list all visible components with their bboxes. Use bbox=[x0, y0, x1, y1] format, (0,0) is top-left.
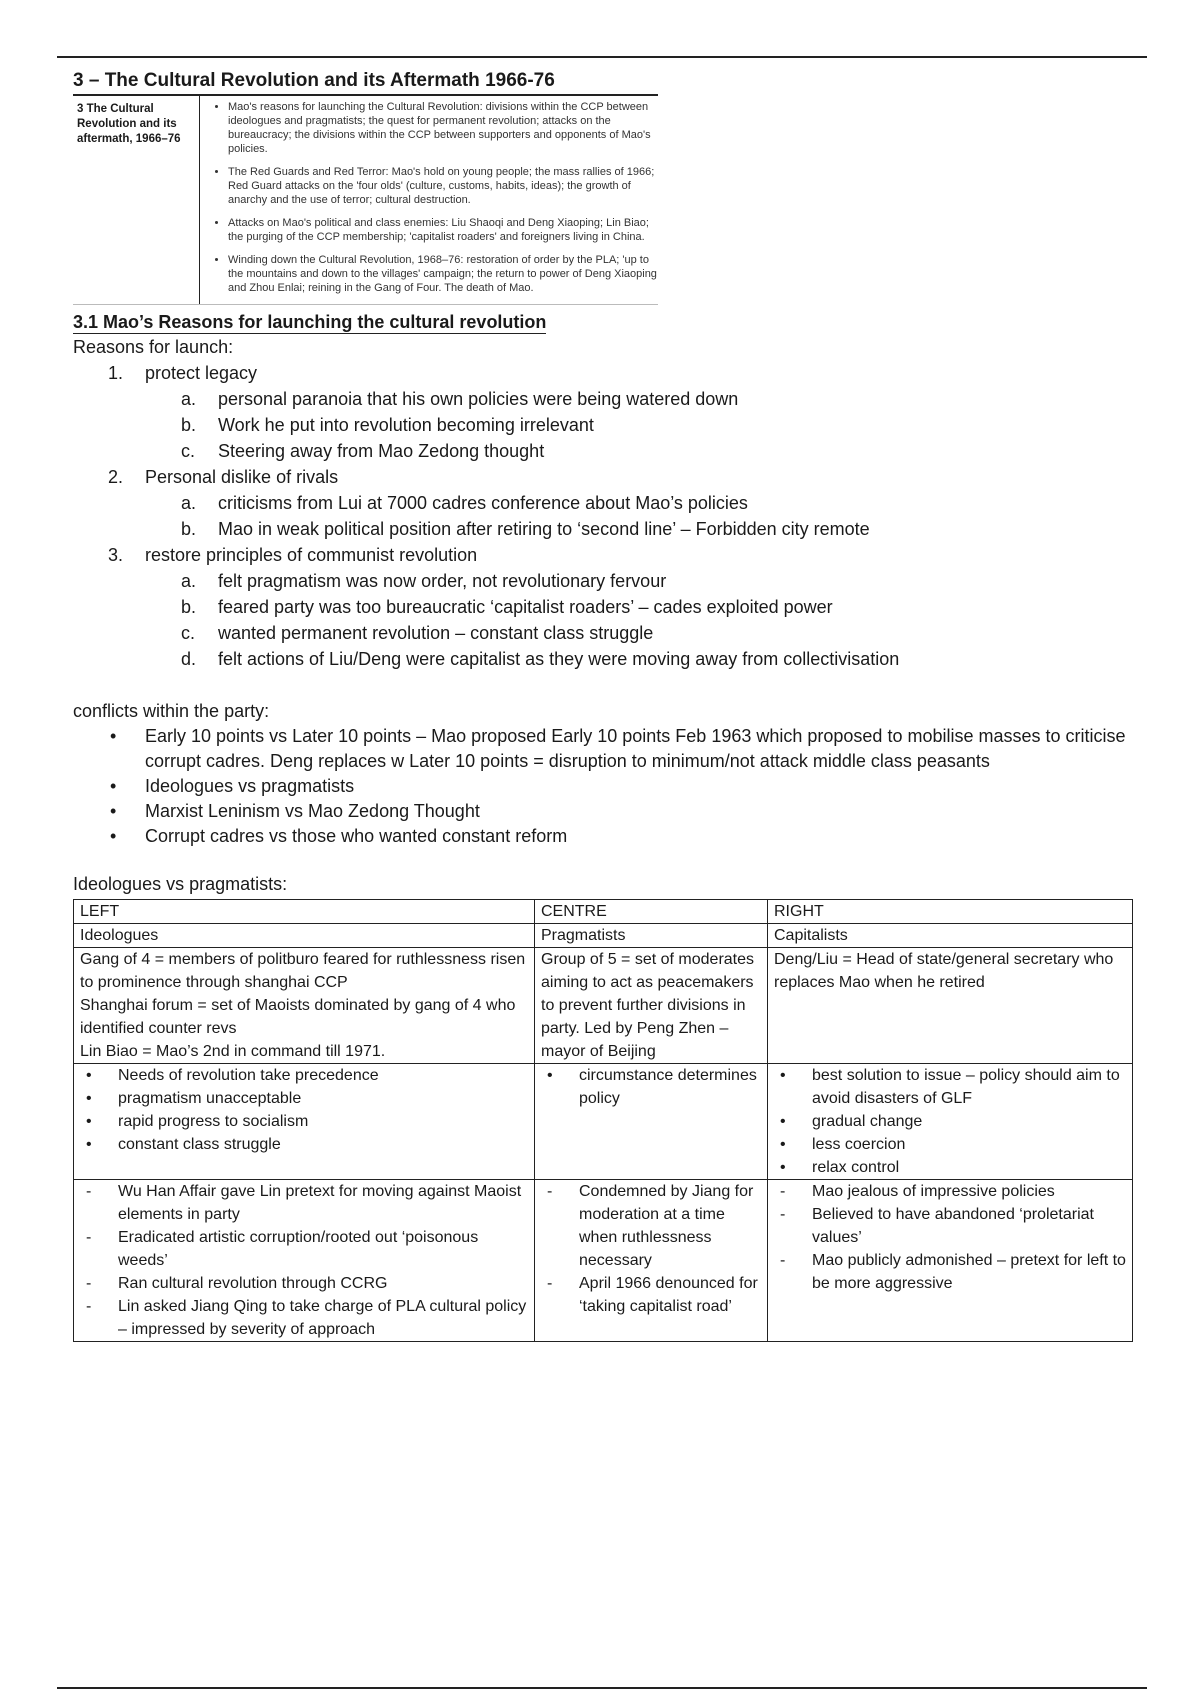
sub-reason: b. Mao in weak political position after retiring to ‘second line’ – Forbidden city remote bbox=[181, 519, 870, 539]
events-left: - Wu Han Affair gave Lin pretext for moving against Maoist elements in party - Eradicated artistic corruption/rooted out ‘poisonous weeds’ - Ran cultural revolution through CCRG - Lin asked Jiang Qing to take charge of PLA cultural policy – impressed by severity of approach bbox=[74, 1180, 535, 1342]
spec-point: • Mao's reasons for launching the Cultural Revolution: divisions within the CCP between ideologues and pragmatists; the quest for permanent revolution; attacks on the bureaucracy; the divisions within the CCP between supporters and opponents of Mao's policies. bbox=[228, 100, 658, 156]
sub-reason: a. felt pragmatism was now order, not revolutionary fervour bbox=[181, 571, 667, 591]
sub-reason: a. criticisms from Lui at 7000 cadres conference about Mao’s policies bbox=[181, 493, 748, 513]
events-centre: - Condemned by Jiang for moderation at a time when ruthlessness necessary - April 1966 denounced for ‘taking capitalist road’ bbox=[535, 1180, 768, 1342]
table-row bbox=[74, 1180, 1133, 1342]
spec-point: • Attacks on Mao's political and class enemies: Liu Shaoqi and Deng Xiaoping; Lin Biao; the purging of the CCP membership; 'capitalist roaders' and foreigners living in China. bbox=[228, 216, 658, 244]
header-right: RIGHT bbox=[768, 900, 1133, 924]
reason-item: 1. protect legacy a. personal paranoia that his own policies were being watered down b. Work he put into revolution becoming irrelevant c. Steering away from Mao Zedong thought bbox=[73, 360, 1133, 464]
beliefs-left: • Needs of revolution take precedence • pragmatism unacceptable • rapid progress to socialism • constant class struggle bbox=[74, 1064, 535, 1180]
beliefs-right: • best solution to issue – policy should aim to avoid disasters of GLF • gradual change • less coercion • relax control bbox=[768, 1064, 1133, 1180]
reason-item: 3. restore principles of communist revolution a. felt pragmatism was now order, not revolutionary fervour b. feared party was too bureaucratic ‘capitalist roaders’ – cades exploited power c. wanted permanent revolution – constant class struggle d. felt actions of Liu/Deng were capitalist as they were moving away from collectivisation bbox=[73, 542, 1133, 672]
table-row bbox=[74, 1064, 1133, 1180]
spec-point: • Winding down the Cultural Revolution, 1968–76: restoration of order by the PLA; 'up to the mountains and down to the villages' campaign; the return to power of Deng Xiaoping and Zhou Enlai; reining in the Gang of Four. The death of Mao. bbox=[228, 253, 658, 295]
sub-reason: b. Work he put into revolution becoming irrelevant bbox=[181, 415, 594, 435]
document-page bbox=[73, 70, 1133, 1342]
conflicts-list bbox=[73, 724, 1133, 849]
section-heading: 3.1 Mao’s Reasons for launching the cultural revolution bbox=[73, 312, 547, 332]
group-left: Ideologues bbox=[74, 924, 535, 948]
spec-point: • The Red Guards and Red Terror: Mao's hold on young people; the mass rallies of 1966; Red Guard attacks on the 'four olds' (culture, customs, habits, ideas); the growth of anarchy and the use of terror; cultural destruction. bbox=[228, 165, 658, 207]
ideologues-pragmatists-table bbox=[73, 899, 1133, 1342]
table-row bbox=[74, 948, 1133, 1064]
sub-reason: b. feared party was too bureaucratic ‘capitalist roaders’ – cades exploited power bbox=[181, 597, 833, 617]
table-row bbox=[74, 924, 1133, 948]
group-centre: Pragmatists bbox=[535, 924, 768, 948]
conflicts-heading: conflicts within the party: bbox=[73, 701, 270, 721]
sub-reason: d. felt actions of Liu/Deng were capitalist as they were moving away from collectivisation bbox=[181, 649, 900, 669]
conflict-item: • Early 10 points vs Later 10 points – Mao proposed Early 10 points Feb 1963 which proposed to mobilise masses to criticise corrupt cadres. Deng replaces w Later 10 points = disruption to minimum/not attack middle class peasants bbox=[73, 724, 1133, 774]
conflict-item: • Ideologues vs pragmatists bbox=[73, 774, 1133, 799]
sub-reason: c. Steering away from Mao Zedong thought bbox=[181, 441, 545, 461]
spec-box bbox=[73, 94, 658, 305]
conflict-item: • Marxist Leninism vs Mao Zedong Thought bbox=[73, 799, 1133, 824]
reasons-intro: Reasons for launch: bbox=[73, 337, 234, 357]
top-rule bbox=[57, 56, 1147, 58]
beliefs-centre: • circumstance determines policy bbox=[535, 1064, 768, 1180]
reason-item: 2. Personal dislike of rivals a. criticisms from Lui at 7000 cadres conference about Mao’s policies b. Mao in weak political position after retiring to ‘second line’ – Forbidden city remote bbox=[73, 464, 1133, 542]
events-right: - Mao jealous of impressive policies - Believed to have abandoned ‘proletariat values’ - Mao publicly admonished – pretext for left to be more aggressive bbox=[768, 1180, 1133, 1342]
desc-left: Gang of 4 = members of politburo feared for ruthlessness risen to prominence through shanghai CCP Shanghai forum = set of Maoists dominated by gang of 4 who identified counter revs Lin Biao = Mao’s 2nd in command till 1971. bbox=[74, 948, 535, 1064]
spec-topic: 3 The Cultural Revolution and its aftermath, 1966–76 bbox=[73, 96, 200, 304]
header-centre: CENTRE bbox=[535, 900, 768, 924]
spec-points bbox=[206, 100, 658, 295]
desc-centre: Group of 5 = set of moderates aiming to act as peacemakers to prevent further divisions in party. Led by Peng Zhen – mayor of Beijing bbox=[535, 948, 768, 1064]
table-header-row bbox=[74, 900, 1133, 924]
group-right: Capitalists bbox=[768, 924, 1133, 948]
table-heading: Ideologues vs pragmatists: bbox=[73, 874, 288, 894]
page-title: 3 – The Cultural Revolution and its Aftermath 1966-76 bbox=[73, 70, 555, 95]
conflict-item: • Corrupt cadres vs those who wanted constant reform bbox=[73, 824, 1133, 849]
header-left: LEFT bbox=[74, 900, 535, 924]
bottom-rule bbox=[57, 1687, 1147, 1689]
sub-reason: c. wanted permanent revolution – constant class struggle bbox=[181, 623, 654, 643]
sub-reason: a. personal paranoia that his own policies were being watered down bbox=[181, 389, 739, 409]
reasons-list bbox=[73, 360, 1133, 672]
desc-right: Deng/Liu = Head of state/general secretary who replaces Mao when he retired bbox=[768, 948, 1133, 1064]
